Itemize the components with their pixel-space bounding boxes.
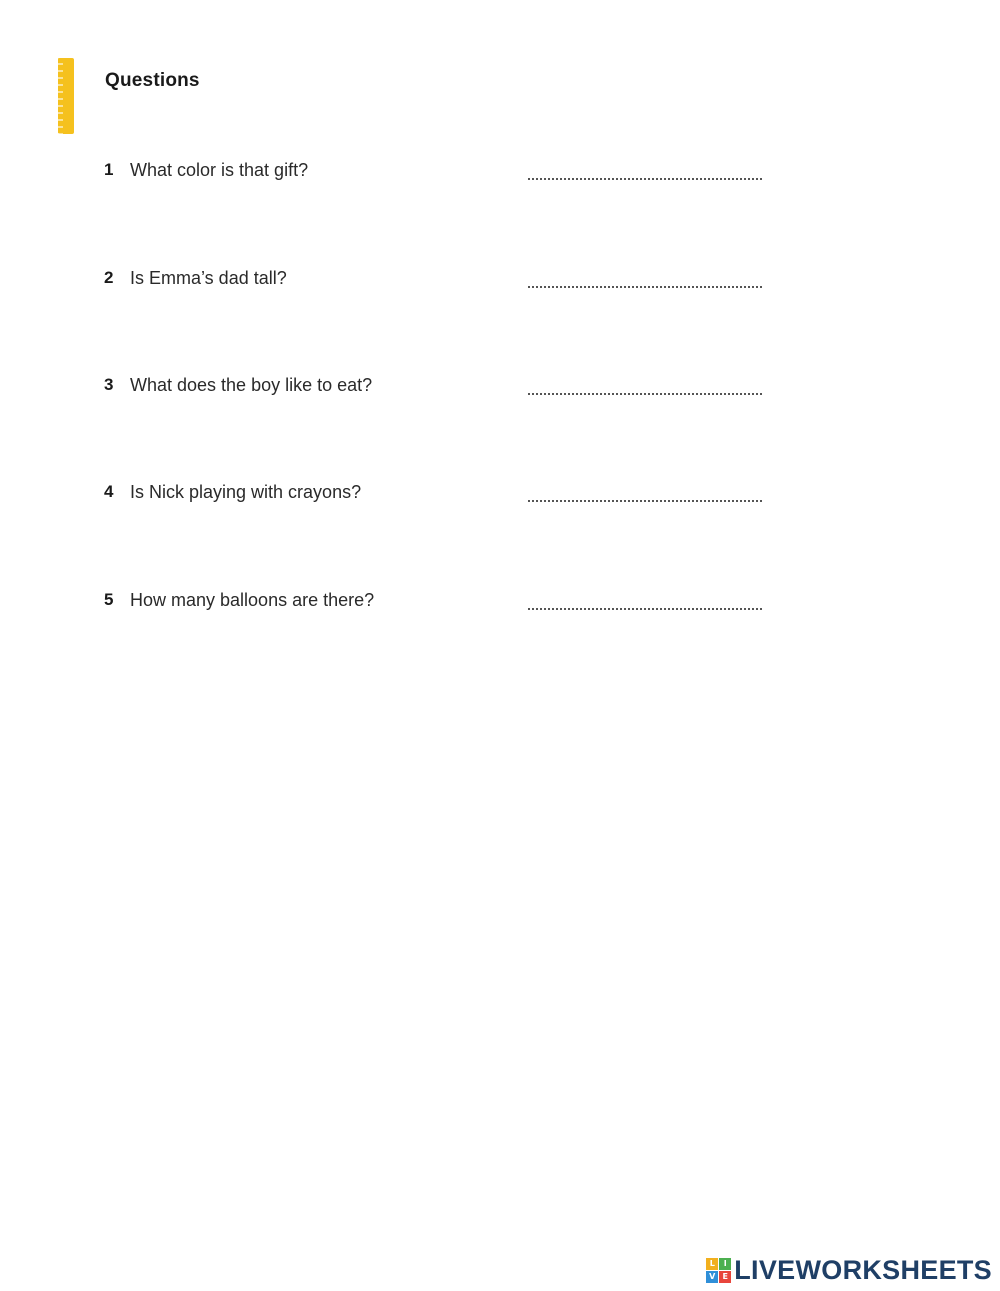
answer-field-5[interactable] bbox=[528, 602, 762, 610]
liveworksheets-logo bbox=[706, 1255, 992, 1285]
question-row-1 bbox=[104, 160, 764, 190]
question-row-4 bbox=[104, 482, 764, 512]
question-text: Is Nick playing with crayons? bbox=[130, 482, 362, 502]
question-number: 2 bbox=[104, 268, 114, 287]
section-accent-bar bbox=[58, 58, 74, 134]
question-text: How many balloons are there? bbox=[130, 590, 375, 610]
question-number: 1 bbox=[104, 160, 114, 179]
logo-tile: L bbox=[706, 1258, 718, 1270]
answer-field-4[interactable] bbox=[528, 494, 762, 502]
answer-field-2[interactable] bbox=[528, 280, 762, 288]
question-text: What does the boy like to eat? bbox=[130, 375, 373, 395]
question-row-2 bbox=[104, 268, 764, 298]
question-number: 4 bbox=[104, 482, 114, 501]
section-heading: Questions bbox=[105, 70, 200, 91]
answer-field-3[interactable] bbox=[528, 387, 762, 395]
answer-field-1[interactable] bbox=[528, 172, 762, 180]
logo-wordmark: LIVEWORKSHEETS bbox=[734, 1254, 992, 1285]
logo-tile: V bbox=[706, 1271, 718, 1283]
logo-tile: E bbox=[719, 1271, 731, 1283]
question-row-3 bbox=[104, 375, 764, 405]
question-text: What color is that gift? bbox=[130, 160, 309, 180]
question-text: Is Emma’s dad tall? bbox=[130, 268, 287, 288]
question-number: 3 bbox=[104, 375, 114, 394]
question-number: 5 bbox=[104, 590, 114, 609]
logo-tiles-icon bbox=[706, 1258, 731, 1283]
logo-tile: I bbox=[719, 1258, 731, 1270]
question-row-5 bbox=[104, 590, 764, 620]
